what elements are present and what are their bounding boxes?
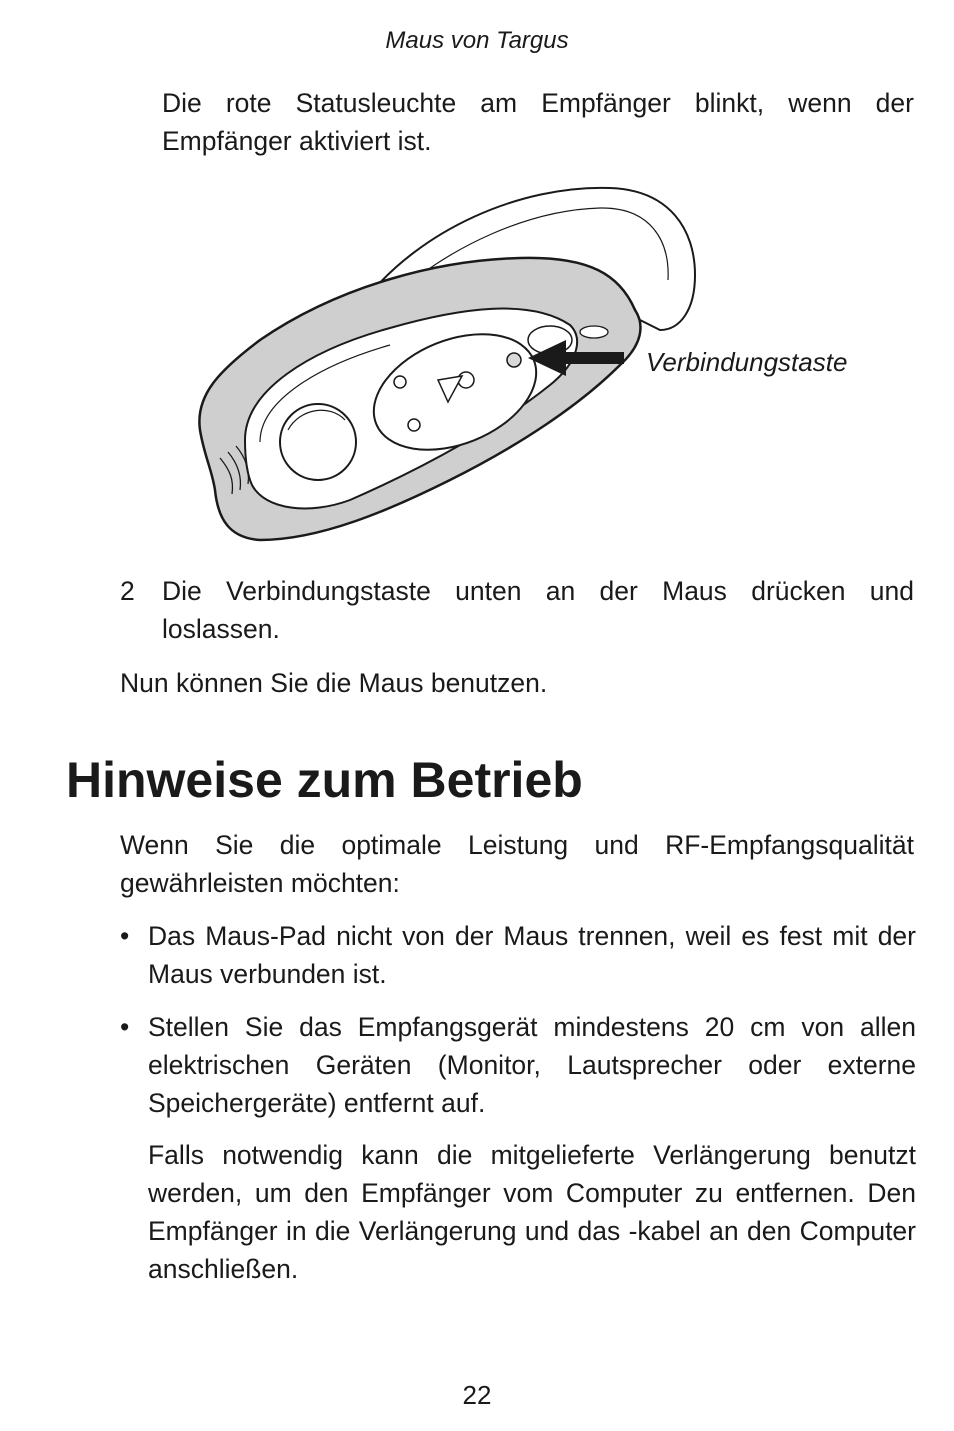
intro-paragraph: Die rote Statusleuchte am Empfänger blinkt, wenn der Empfänger aktiviert ist. (162, 88, 914, 156)
extension-paragraph: Falls notwendig kann die mitgelieferte Verlängerung benutzt werden, um den Empfänger vom Computer zu entfernen. Den Empfänger in die Verlängerung und das -kabel an den Computer anschließen. (148, 1140, 916, 1284)
page-number: 22 (462, 1380, 492, 1410)
bullet-text: Stellen Sie das Empfangsgerät mindestens 20 cm von allen elektrischen Geräten (Monitor, Lautsprecher oder externe Speichergeräte) entfernt auf. (148, 1012, 916, 1118)
section-intro: Wenn Sie die optimale Leistung und RF-Empfangsqualität gewährleisten möchten: (120, 830, 914, 898)
connect-button (507, 353, 521, 367)
ready-paragraph: Nun können Sie die Maus benutzen. (120, 668, 548, 698)
ball-opening (280, 404, 356, 480)
step-number: 2 (120, 576, 135, 606)
bullet-marker: • (120, 1012, 130, 1042)
step-text: Die Verbindungstaste unten an der Maus drücken und loslassen. (162, 576, 914, 644)
section-heading: Hinweise zum Betrieb (66, 752, 583, 808)
bullet-text: Das Maus-Pad nicht von der Maus trennen, weil es fest mit der Maus verbunden ist. (148, 921, 916, 989)
running-header: Maus von Targus (385, 27, 569, 54)
figure-label-connect-button: Verbindungstaste (646, 347, 848, 377)
bullet-marker: • (120, 921, 130, 951)
